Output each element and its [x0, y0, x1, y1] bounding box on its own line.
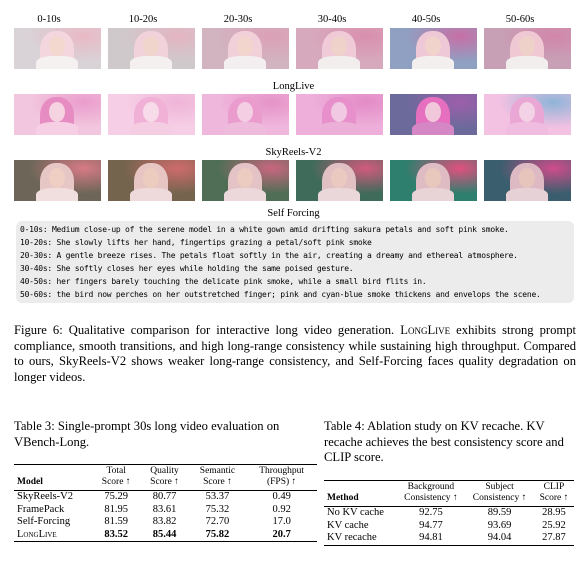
- table3-cell: SkyReels-V2: [17, 491, 73, 502]
- caption-body: exhibits strong prompt compliance, smooth transitions, and high long-range consistency while sustaining high throughput. Compared to ours, SkyReels-V2 shows weaker long-range consistency, and Self-Forcing faces quality degradation on longer videos.: [14, 323, 577, 384]
- figure-body: [224, 56, 266, 69]
- table3-cell: 20.7: [272, 528, 291, 540]
- table4-cell: No KV cache: [327, 507, 384, 518]
- table4-row: [324, 532, 574, 545]
- figure-body: [318, 122, 360, 135]
- video-frame-thumbnail: [484, 28, 571, 69]
- figure-face: [519, 168, 535, 188]
- video-frame-thumbnail: [202, 28, 289, 69]
- prompt-line: 50-60s: the bird now perches on her outstretched finger; pink and cyan-blue smoke thickens and envelops the scene.: [20, 290, 541, 299]
- table3-cell: LongLive: [17, 528, 57, 540]
- table3-cell: 75.32: [205, 503, 230, 515]
- video-frame-thumbnail: [484, 94, 571, 135]
- table4-cell: 94.77: [419, 519, 443, 531]
- video-frame-thumbnail: [390, 160, 477, 201]
- video-frame-thumbnail: [296, 94, 383, 135]
- prompt-line: 0-10s: Medium close-up of the serene model in a white gown amid drifting sakura petals and soft pink smoke.: [20, 225, 509, 234]
- frame-row-self-forcing: [14, 160, 574, 201]
- video-frame-thumbnail: [202, 160, 289, 201]
- table3-row: [14, 516, 317, 529]
- table4-cell: 27.87: [542, 532, 566, 543]
- table3-header: Quality Score ↑: [150, 466, 179, 487]
- table3: [14, 466, 317, 542]
- figure-body: [506, 56, 548, 69]
- figure-body: [224, 122, 266, 135]
- video-frame-thumbnail: [390, 94, 477, 135]
- figure-face: [519, 36, 535, 56]
- table3-header: Semantic Score ↑: [199, 466, 236, 487]
- table3-cell: 81.95: [104, 503, 128, 515]
- figure-body: [36, 56, 78, 69]
- table3-header: Throughput (FPS) ↑: [259, 466, 305, 487]
- table3-row: [14, 529, 317, 542]
- figure-body: [36, 188, 78, 201]
- video-frame-thumbnail: [390, 28, 477, 69]
- frame-row-longlive: [14, 28, 574, 69]
- video-frame-thumbnail: [108, 94, 195, 135]
- table4-header-row: [324, 482, 574, 507]
- figure-face: [331, 168, 347, 188]
- figure-face: [519, 102, 535, 122]
- table4-row: [324, 520, 574, 533]
- figure-face: [49, 168, 65, 188]
- table4-cell: KV cache: [327, 519, 369, 531]
- figure-face: [425, 36, 441, 56]
- table3-cell: 72.70: [205, 516, 230, 527]
- table4-cell: KV recache: [327, 532, 377, 543]
- figure-body: [506, 122, 548, 135]
- figure-face: [237, 102, 253, 122]
- table3-cell: 81.59: [104, 516, 128, 527]
- video-frame-thumbnail: [296, 160, 383, 201]
- table3-cell: 17.0: [272, 516, 291, 527]
- table4-cell: 93.69: [487, 519, 512, 531]
- figure-face: [49, 36, 65, 56]
- video-frame-thumbnail: [14, 28, 101, 69]
- table4-cell: 28.95: [542, 507, 566, 518]
- video-frame-thumbnail: [14, 160, 101, 201]
- caption-method-name: LongLive: [400, 323, 451, 337]
- figure-body: [412, 56, 454, 69]
- video-frame-thumbnail: [202, 94, 289, 135]
- figure-face: [237, 36, 253, 56]
- time-labels: [6, 14, 586, 26]
- figure-body: [130, 56, 172, 69]
- figure-face: [331, 102, 347, 122]
- table3-cell: 83.82: [152, 516, 177, 527]
- table4-header: Subject Consistency ↑: [472, 482, 527, 503]
- video-frame-thumbnail: [108, 160, 195, 201]
- figure-face: [143, 102, 159, 122]
- table4-caption: Table 4: Ablation study on KV recache. KV recache achieves the best consistency score and CLIP score.: [324, 419, 564, 465]
- prompt-box: [16, 221, 574, 303]
- table3-cell: 83.52: [104, 528, 128, 540]
- table4-cell: 94.04: [487, 532, 512, 543]
- figure-face: [425, 102, 441, 122]
- figure-body: [318, 56, 360, 69]
- prompt-line: 10-20s: She slowly lifts her hand, fingertips grazing a petal/soft pink smoke: [20, 238, 372, 247]
- video-frame-thumbnail: [296, 28, 383, 69]
- row-label: SkyReels-V2: [265, 147, 322, 158]
- prompt-line: 40-50s: her fingers barely touching the delicate pink smoke, while a small bird flits in.: [20, 277, 427, 286]
- caption-prefix: Figure 6: Qualitative comparison for interactive long video generation.: [14, 323, 401, 337]
- table4-header: Background Consistency ↑: [404, 482, 458, 503]
- table4-header: Method: [327, 493, 359, 503]
- table3-top-rule: [14, 464, 317, 465]
- figure-face: [237, 168, 253, 188]
- table3-cell: 75.82: [205, 528, 230, 540]
- time-label: 0-10s: [37, 14, 61, 25]
- figure-body: [130, 188, 172, 201]
- table3-cell: 53.37: [205, 491, 230, 502]
- figure-body: [318, 188, 360, 201]
- figure-body: [412, 122, 454, 135]
- table3-cell: 75.29: [104, 491, 128, 502]
- figure-body: [506, 188, 548, 201]
- table3-cell: 85.44: [152, 528, 177, 540]
- prompt-line: 30-40s: She softly closes her eyes while holding the same poised gesture.: [20, 264, 354, 273]
- figure-face: [331, 36, 347, 56]
- figure-face: [143, 36, 159, 56]
- time-label: 10-20s: [128, 14, 158, 25]
- table4-top-rule: [324, 480, 574, 481]
- table4-row: [324, 507, 574, 520]
- table4-header: CLIP Score ↑: [539, 482, 569, 503]
- table3-caption: Table 3: Single-prompt 30s long video evaluation on VBench-Long.: [14, 419, 280, 449]
- table3-cell: Self-Forcing: [17, 516, 71, 527]
- table3-header: Total Score ↑: [101, 466, 131, 487]
- figure-face: [49, 102, 65, 122]
- figure-body: [130, 122, 172, 135]
- time-label: 50-60s: [505, 14, 535, 25]
- table3-cell: 80.77: [152, 491, 177, 502]
- table4-cell: 94.81: [419, 532, 443, 543]
- time-label: 30-40s: [317, 14, 347, 25]
- figure-caption: [14, 323, 576, 385]
- table3-header: Model: [17, 477, 43, 487]
- table4-cell: 25.92: [542, 519, 566, 531]
- table3-row: [14, 491, 317, 504]
- figure-body: [36, 122, 78, 135]
- table3-cell: 0.49: [272, 491, 291, 502]
- table4-cell: 89.59: [487, 507, 512, 518]
- table3-header-row: [14, 466, 317, 491]
- table3-cell: 83.61: [152, 503, 177, 515]
- video-frame-thumbnail: [108, 28, 195, 69]
- time-label: 40-50s: [411, 14, 441, 25]
- prompt-line: 20-30s: A gentle breeze rises. The petals float softly in the air, creating a dreamy and ethereal atmosphere.: [20, 251, 518, 260]
- figure-face: [425, 168, 441, 188]
- figure-face: [143, 168, 159, 188]
- figure-body: [224, 188, 266, 201]
- video-frame-thumbnail: [14, 94, 101, 135]
- table3-cell: 0.92: [272, 503, 291, 515]
- table4: [324, 482, 574, 546]
- frame-row-skyreels: [14, 94, 574, 135]
- table3-row: [14, 504, 317, 517]
- video-frame-thumbnail: [484, 160, 571, 201]
- table3-cell: FramePack: [17, 503, 65, 515]
- time-label: 20-30s: [223, 14, 253, 25]
- table4-cell: 92.75: [419, 507, 443, 518]
- figure-body: [412, 188, 454, 201]
- row-label: Self Forcing: [267, 208, 320, 219]
- row-label: LongLive: [272, 81, 315, 92]
